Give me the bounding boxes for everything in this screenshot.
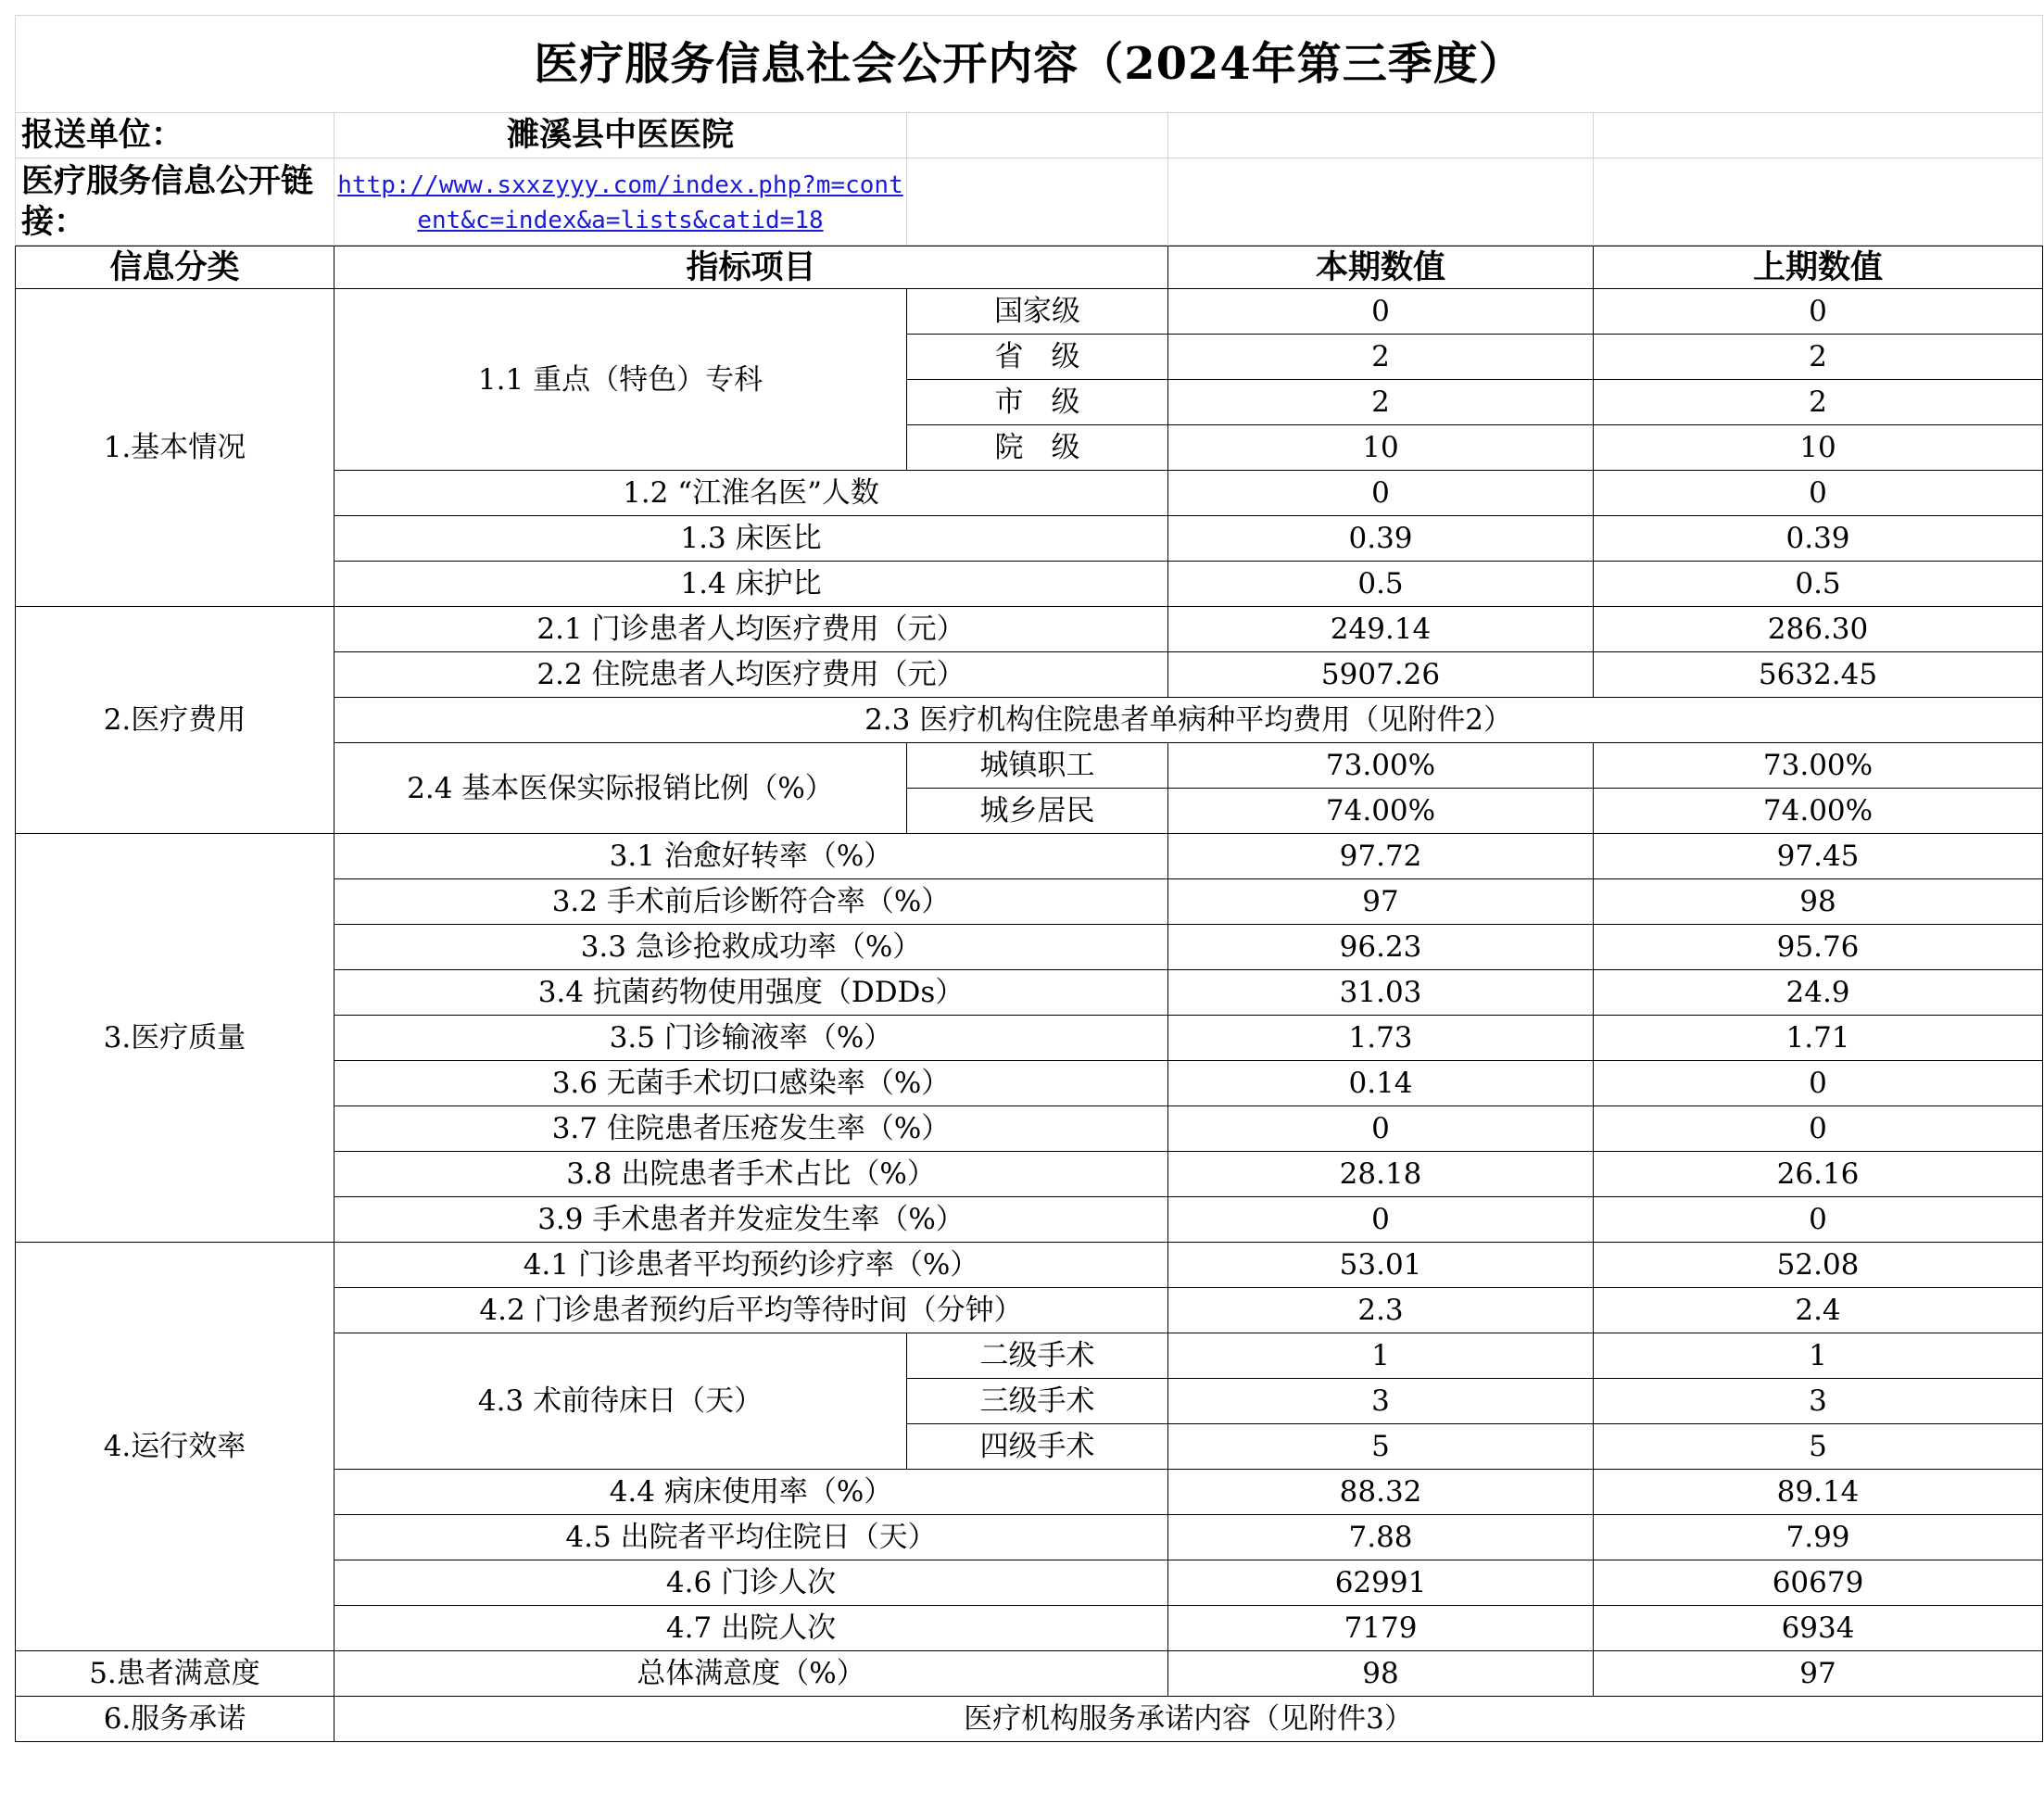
previous-value: 0: [1594, 1106, 2043, 1152]
category-commitment: 6.服务承诺: [16, 1697, 334, 1742]
current-value: 2: [1168, 335, 1594, 380]
current-value: 5: [1168, 1424, 1594, 1470]
current-value: 0: [1168, 289, 1594, 335]
previous-value: 95.76: [1594, 925, 2043, 970]
previous-value: 6934: [1594, 1606, 2043, 1651]
previous-value: 2: [1594, 380, 2043, 425]
previous-value: 0: [1594, 289, 2043, 335]
current-value: 10: [1168, 425, 1594, 471]
category-efficiency: 4.运行效率: [16, 1243, 334, 1651]
disclosure-link[interactable]: http://www.sxxzyyy.com/index.php?m=content&c=index&a=lists&catid=18: [337, 171, 903, 234]
sub-indicator: 市级: [907, 380, 1168, 425]
category-basic: 1.基本情况: [16, 289, 334, 607]
current-value: 53.01: [1168, 1243, 1594, 1288]
indicator: 4.6 门诊人次: [334, 1560, 1168, 1606]
previous-value: 97.45: [1594, 834, 2043, 879]
sub-indicator: 四级手术: [907, 1424, 1168, 1470]
sub-indicator: 城镇职工: [907, 743, 1168, 789]
previous-value: 26.16: [1594, 1152, 2043, 1197]
current-value: 62991: [1168, 1560, 1594, 1606]
category-costs: 2.医疗费用: [16, 607, 334, 834]
indicator: 3.8 出院患者手术占比（%）: [334, 1152, 1168, 1197]
table-row: [16, 1243, 2043, 1288]
previous-value: 1: [1594, 1333, 2043, 1379]
indicator: 3.1 治愈好转率（%）: [334, 834, 1168, 879]
previous-value: 2.4: [1594, 1288, 2043, 1333]
previous-value: 89.14: [1594, 1470, 2043, 1515]
previous-value: 3: [1594, 1379, 2043, 1424]
indicator: 1.2 “江淮名医”人数: [334, 471, 1168, 516]
page-title: 医疗服务信息社会公开内容（2024年第三季度）: [16, 16, 2043, 113]
category-quality: 3.医疗质量: [16, 834, 334, 1243]
indicator: 1.3 床医比: [334, 516, 1168, 562]
indicator: 3.4 抗菌药物使用强度（DDDs）: [334, 970, 1168, 1016]
previous-value: 7.99: [1594, 1515, 2043, 1560]
current-value: 1: [1168, 1333, 1594, 1379]
indicator: 1.4 床护比: [334, 562, 1168, 607]
sub-indicator: 省级: [907, 335, 1168, 380]
previous-value: 98: [1594, 879, 2043, 925]
report-sheet: [15, 15, 2042, 1742]
indicator-single-disease: 2.3 医疗机构住院患者单病种平均费用（见附件2）: [334, 698, 2043, 743]
report-unit-value: 濉溪县中医医院: [334, 113, 907, 158]
previous-value: 0: [1594, 1061, 2043, 1106]
sub-indicator: 国家级: [907, 289, 1168, 335]
indicator: 4.5 出院者平均住院日（天）: [334, 1515, 1168, 1560]
current-value: 73.00%: [1168, 743, 1594, 789]
previous-value: 0: [1594, 1197, 2043, 1243]
sub-indicator: 二级手术: [907, 1333, 1168, 1379]
indicator-table: [15, 246, 2043, 1742]
sub-indicator: 三级手术: [907, 1379, 1168, 1424]
category-satisfaction: 5.患者满意度: [16, 1651, 334, 1697]
current-value: 0.5: [1168, 562, 1594, 607]
indicator: 4.1 门诊患者平均预约诊疗率（%）: [334, 1243, 1168, 1288]
indicator: 总体满意度（%）: [334, 1651, 1168, 1697]
column-header-row: [16, 246, 2043, 289]
indicator: 4.4 病床使用率（%）: [334, 1470, 1168, 1515]
current-value: 88.32: [1168, 1470, 1594, 1515]
current-value: 97: [1168, 879, 1594, 925]
previous-value: 97: [1594, 1651, 2043, 1697]
current-value: 0.14: [1168, 1061, 1594, 1106]
indicator: 3.3 急诊抢救成功率（%）: [334, 925, 1168, 970]
current-value: 0: [1168, 471, 1594, 516]
current-value: 7179: [1168, 1606, 1594, 1651]
disclosure-link-label: 医疗服务信息公开链接：: [16, 158, 334, 246]
sub-indicator: 院级: [907, 425, 1168, 471]
indicator: 2.2 住院患者人均医疗费用（元）: [334, 652, 1168, 698]
current-value: 2.3: [1168, 1288, 1594, 1333]
indicator: 3.2 手术前后诊断符合率（%）: [334, 879, 1168, 925]
previous-value: 74.00%: [1594, 789, 2043, 834]
table-row: [16, 289, 2043, 335]
current-value: 31.03: [1168, 970, 1594, 1016]
previous-value: 1.71: [1594, 1016, 2043, 1061]
current-value: 5907.26: [1168, 652, 1594, 698]
previous-value: 0: [1594, 471, 2043, 516]
current-value: 249.14: [1168, 607, 1594, 652]
col-header-indicator: 指标项目: [334, 246, 1168, 289]
indicator: 3.9 手术患者并发症发生率（%）: [334, 1197, 1168, 1243]
current-value: 98: [1168, 1651, 1594, 1697]
indicator: 4.7 出院人次: [334, 1606, 1168, 1651]
current-value: 0: [1168, 1106, 1594, 1152]
current-value: 0: [1168, 1197, 1594, 1243]
indicator-key-specialty: 1.1 重点（特色）专科: [334, 289, 907, 471]
col-header-previous: 上期数值: [1594, 246, 2043, 289]
indicator: 2.1 门诊患者人均医疗费用（元）: [334, 607, 1168, 652]
previous-value: 52.08: [1594, 1243, 2043, 1288]
current-value: 7.88: [1168, 1515, 1594, 1560]
previous-value: 5632.45: [1594, 652, 2043, 698]
sub-indicator: 城乡居民: [907, 789, 1168, 834]
previous-value: 10: [1594, 425, 2043, 471]
col-header-current: 本期数值: [1168, 246, 1594, 289]
current-value: 97.72: [1168, 834, 1594, 879]
previous-value: 73.00%: [1594, 743, 2043, 789]
indicator-reimbursement: 2.4 基本医保实际报销比例（%）: [334, 743, 907, 834]
col-header-category: 信息分类: [16, 246, 334, 289]
table-row: [16, 607, 2043, 652]
indicator-preop-wait: 4.3 术前待床日（天）: [334, 1333, 907, 1470]
indicator: 3.6 无菌手术切口感染率（%）: [334, 1061, 1168, 1106]
current-value: 3: [1168, 1379, 1594, 1424]
previous-value: 0.5: [1594, 562, 2043, 607]
report-header-table: [15, 15, 2043, 246]
previous-value: 60679: [1594, 1560, 2043, 1606]
current-value: 74.00%: [1168, 789, 1594, 834]
current-value: 1.73: [1168, 1016, 1594, 1061]
indicator: 4.2 门诊患者预约后平均等待时间（分钟）: [334, 1288, 1168, 1333]
previous-value: 5: [1594, 1424, 2043, 1470]
current-value: 0.39: [1168, 516, 1594, 562]
table-row: [16, 834, 2043, 879]
indicator: 3.7 住院患者压疮发生率（%）: [334, 1106, 1168, 1152]
indicator: 3.5 门诊输液率（%）: [334, 1016, 1168, 1061]
report-unit-label: 报送单位：: [16, 113, 334, 158]
current-value: 2: [1168, 380, 1594, 425]
previous-value: 2: [1594, 335, 2043, 380]
table-row: [16, 1651, 2043, 1697]
table-row: [16, 1697, 2043, 1742]
current-value: 28.18: [1168, 1152, 1594, 1197]
previous-value: 24.9: [1594, 970, 2043, 1016]
previous-value: 286.30: [1594, 607, 2043, 652]
current-value: 96.23: [1168, 925, 1594, 970]
previous-value: 0.39: [1594, 516, 2043, 562]
commitment-content: 医疗机构服务承诺内容（见附件3）: [334, 1697, 2043, 1742]
